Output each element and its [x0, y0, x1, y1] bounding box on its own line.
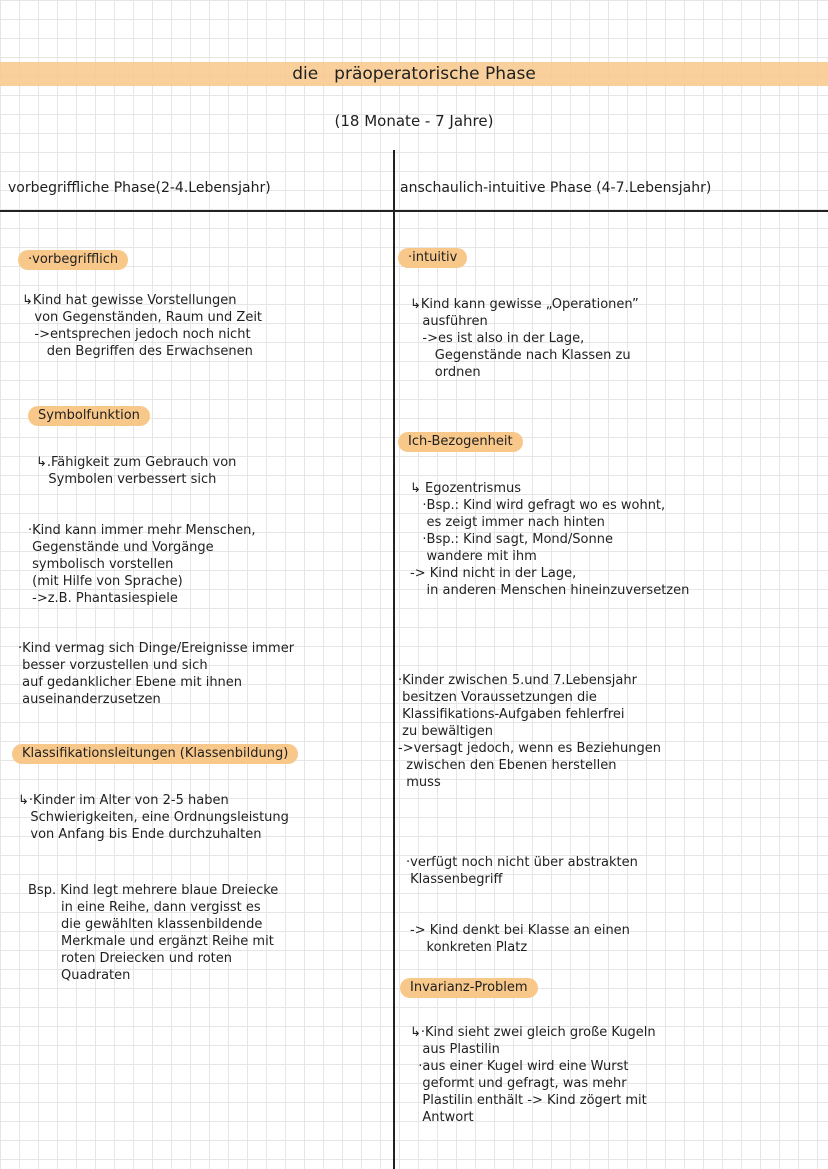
page-title [0, 62, 828, 86]
tag-klassifikation: Klassifikationsleitungen (Klassenbildung) [12, 744, 298, 764]
left-column-heading: vorbegriffliche Phase(2-4.Lebensjahr) [8, 180, 271, 196]
column-divider [393, 150, 395, 1169]
tag-vorbegrifflich: ·vorbegrifflich [18, 250, 128, 270]
header-divider [0, 210, 828, 212]
right-block-kugeln: ↳·Kind sieht zwei gleich große Kugeln aus Plastilin ·aus einer Kugel wird eine Wurst geformt und gefragt, was mehr Plastilin enthält -> Kind zögert mit Antwort [410, 1025, 656, 1125]
left-block-symbole: ↳.Fähigkeit zum Gebrauch von Symbolen verbessert sich [36, 455, 237, 487]
left-block-beispiel: Bsp. Kind legt mehrere blaue Dreiecke in eine Reihe, dann vergisst es die gewählten klassenbildende Merkmale und ergänzt Reihe mit roten Dreiecken und roten Quadraten [28, 883, 279, 983]
page-subtitle: (18 Monate - 7 Jahre) [334, 112, 494, 130]
left-block-ordnung: ↳·Kinder im Alter von 2-5 haben Schwierigkeiten, eine Ordnungsleistung von Anfang bis Ende durchzuhalten [18, 793, 289, 842]
right-block-klassenbegriff: ·verfügt noch nicht über abstrakten Klassenbegriff [406, 855, 638, 887]
left-block-vorstellungen: ↳Kind hat gewisse Vorstellungen von Gegenständen, Raum und Zeit ->entsprechen jedoch noch nicht den Begriffen des Erwachsenen [22, 293, 263, 359]
title-prefix: die [292, 64, 319, 84]
left-block-menschen: ·Kind kann immer mehr Menschen, Gegenstände und Vorgänge symbolisch vorstellen (mit Hilfe von Sprache) ->z.B. Phantasiespiele [28, 523, 256, 606]
right-block-egozentrismus: ↳ Egozentrismus ·Bsp.: Kind wird gefragt wo es wohnt, es zeigt immer nach hinten ·Bsp.: Kind sagt, Mond/Sonne wandere mit ihm -> Kind nicht in der Lage, in anderen Menschen hineinzuversetzen [410, 481, 690, 598]
right-block-klassifikation: ·Kinder zwischen 5.und 7.Lebensjahr besitzen Voraussetzungen die Klassifikations-Aufgaben fehlerfrei zu bewältigen ->versagt jedoch, wenn es Beziehungen zwischen den Ebenen herstellen muss [398, 673, 662, 790]
left-block-ereignisse: ·Kind vermag sich Dinge/Ereignisse immer besser vorzustellen und sich auf gedanklicher Ebene mit ihnen auseinanderzusetzen [18, 641, 295, 707]
tag-ich-bezogenheit: Ich-Bezogenheit [398, 432, 523, 452]
right-column-heading: anschaulich-intuitive Phase (4-7.Lebensjahr) [400, 180, 712, 196]
title-main: präoperatorische Phase [334, 64, 536, 84]
tag-invarianz: Invarianz-Problem [400, 978, 538, 998]
right-block-operationen: ↳Kind kann gewisse „Operationen” ausführen ->es ist also in der Lage, Gegenstände nach Klassen zu ordnen [410, 297, 639, 380]
tag-symbolfunktion: Symbolfunktion [28, 406, 150, 426]
tag-intuitiv: ·intuitiv [398, 248, 467, 268]
right-block-platz: -> Kind denkt bei Klasse an einen konkreten Platz [410, 923, 630, 955]
